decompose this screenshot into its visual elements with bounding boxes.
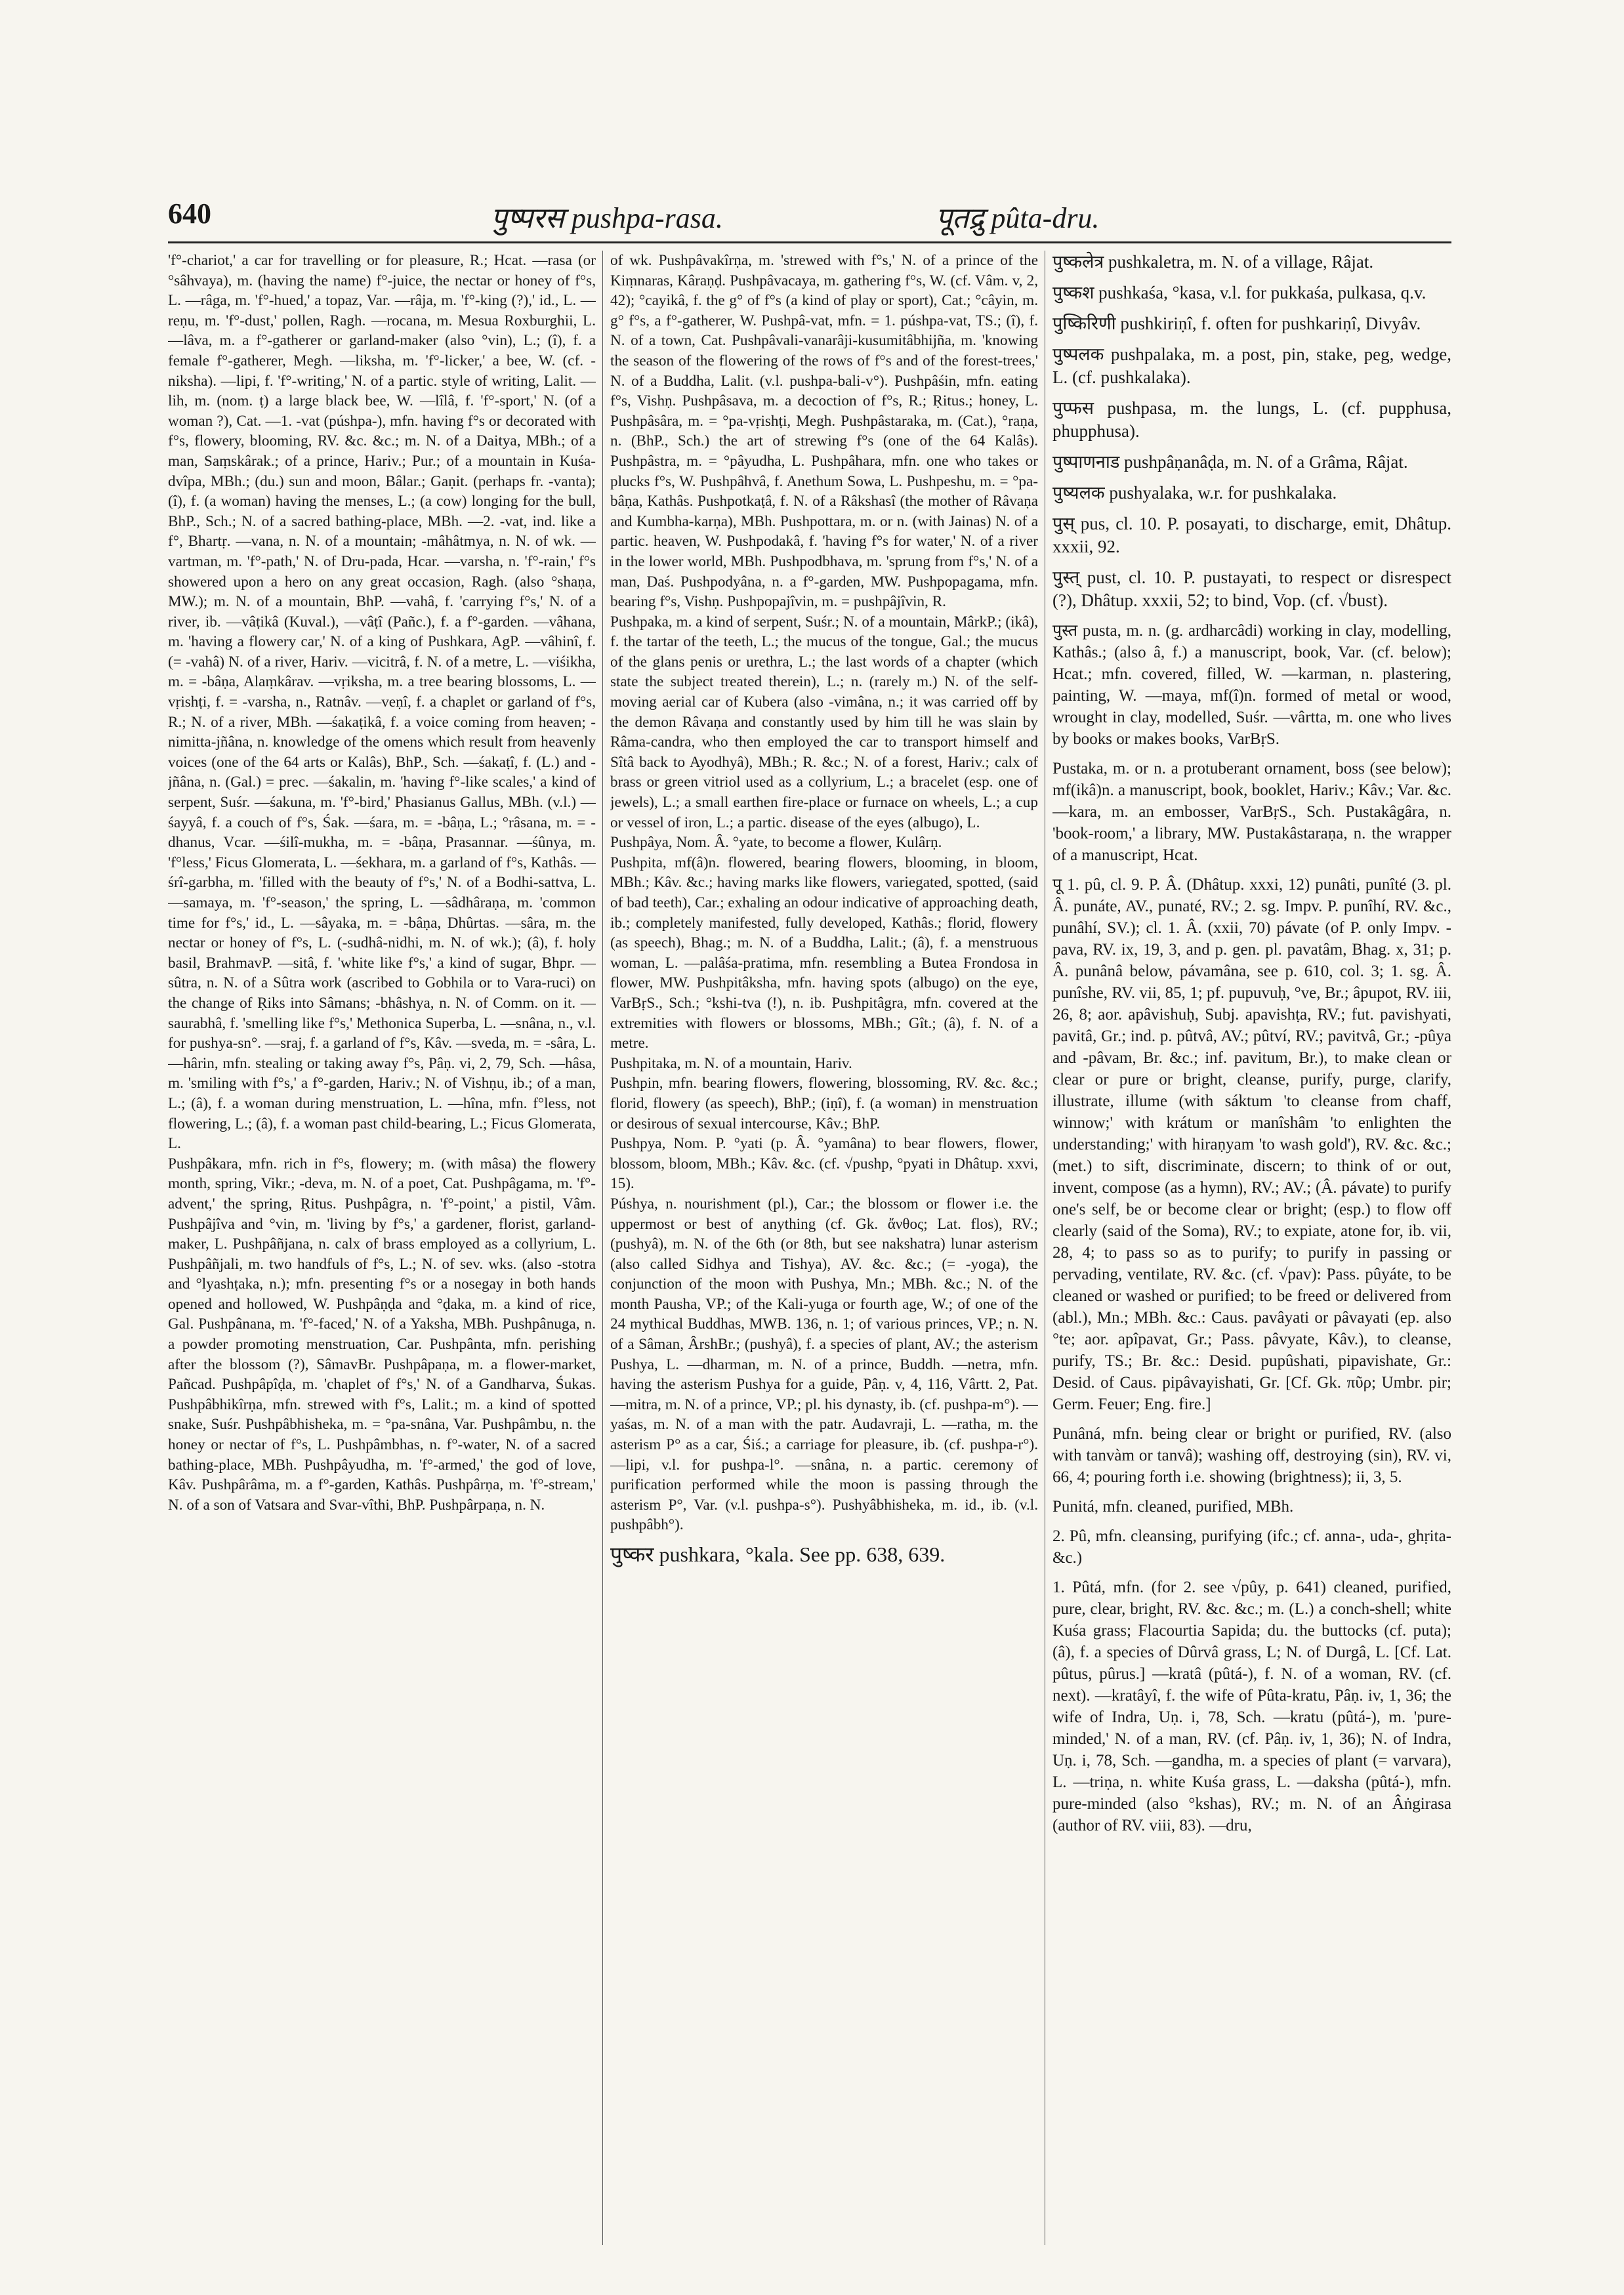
entry: Pushpya, Nom. P. °yati (p. Â. °yamâna) to bear flowers, flower, blossom, bloom, MBh.; Kâv. &c. (cf. √pushp, °pyati in Dhâtup. xxvi, 15). [610,1135,1038,1193]
entry: Púshya, n. nourishment (pl.), Car.; the blossom or flower i.e. the uppermost or best of anything (cf. Gk. ἄνθος; Lat. flos), RV.; (pushyâ), m. N. of the 6th (or 8th, but see nakshatra) lunar asterism (also called Sidhya and Tishya), AV. &c. &c.; (= -yoga), the conjunction of the moon with Pushya, Mn.; MBh. &c.; N. of the month Pausha, VP.; of the Kali-yuga or fourth age, W.; of one of the 24 mythical Buddhas, MWB. 136, n. 1; of various princes, VP.; n. N. of a Sâman, ÂrshBr.; (pushyâ), f. a species of plant, AV.; the asterism Pushya, L. —dharman, m. N. of a prince, Buddh. —netra, mfn. having the asterism Pushya for a guide, Pâṇ. v, 4, 116, Vârtt. 2, Pat. —mitra, m. N. of a prince, VP.; pl. his dynasty, ib. (cf. pushpa-m°). —yaśas, m. N. of a man with the patr. Audavraji, L. —ratha, m. the asterism P° as a car, Śiś.; a carriage for pleasure, ib. (cf. pushpa-r°). —lipi, v.l. for pushpa-l°. —snâna, n. a partic. ceremony of purification performed while the moon is passing through the asterism P°, Var. (v.l. pushpa-s°). Pushyâbhisheka, m. id., ib. (v.l. pushpâbh°). [610,1195,1038,1534]
entry: 1. Pûtá, mfn. (for 2. see √pûy, p. 641) cleaned, purified, pure, clear, bright, RV. &c. &c.; m. (L.) a conch-shell; white Kuśa grass; Flacourtia Sapida; du. the buttocks (cf. puta); (â), f. a species of Dûrvâ grass, L; N. of Durgâ, L. [Cf. Lat. pûtus, pûrus.] —kratâ (pûtá-), f. N. of a woman, RV. (cf. next). —kratâyî, f. the wife of Pûta-kratu, Pâṇ. iv, 1, 36; the wife of Indra, Uṇ. i, 78, Sch. —kratu (pûtá-), m. 'pure-minded,' N. of a man, RV. (cf. Pâṇ. iv, 1, 36); N. of Indra, Uṇ. i, 78, Sch. —gandha, m. a species of plant (= varvara), L. —triṇa, n. white Kuśa grass, L. —daksha (pûtá-), mfn. pure-minded (also °kshas), RV.; m. N. of an Âṅgirasa (author of RV. viii, 83). —dru, [1052,1579,1451,1834]
column-2 [610,251,1038,2245]
entry: पुस्त pusta, m. n. (g. ardharcâdi) working in clay, modelling, Kathâs.; (also â, f.) a manuscript, book, Var. (cf. below); Hcat.; mfn. covered, filled, W. —karman, n. plastering, painting, W. —maya, mf(î)n. formed of metal or wood, wrought in clay, modelled, Suśr. —vârtta, m. one who lives by books or makes books, VarBṛS. [1052,622,1451,748]
entry: पुस् pus, cl. 10. P. posayati, to discharge, emit, Dhâtup. xxxii, 92. [1052,514,1451,556]
entry: Punitá, mfn. cleaned, purified, MBh. [1052,1498,1294,1516]
entry: Punâná, mfn. being clear or bright or purified, RV. (also with tanvàm or tanvâ); washing off, destroying (sin), RV. vi, 66, 4; pouring forth i.e. showing (brightness); ii, 3, 5. [1052,1425,1451,1486]
entry: Pushpâya, Nom. Â. °yate, to become a flower, Kulârṇ. [610,834,942,852]
entry: Pushpin, mfn. bearing flowers, flowering, blossoming, RV. &c. &c.; florid, flowery (as speech), BhP.; (iṇî), f. (a woman) in menstruation or desirous of sexual intercourse, Kâv.; BhP. [610,1075,1038,1132]
right-guide-word: पूतद्रु pûta-dru. [936,202,1100,234]
entry: पुप्फस pushpasa, m. the lungs, L. (cf. pupphusa, phupphusa). [1052,398,1451,441]
entry: Pustaka, m. or n. a protuberant ornament, boss (see below); mf(ikâ)n. a manuscript, book, booklet, Hariv.; Kâv.; Var. &c. —kara, m. an embosser, VarBṛS., Sch. Pustakâgâra, n. 'book-room,' a library, MW. Pustakâstaraṇa, n. the wrapper of a manuscript, Hcat. [1052,760,1451,864]
entry: पुष्कश pushkaśa, °kasa, v.l. for pukkaśa, pulkasa, q.v. [1052,283,1426,302]
entry: Pushpitaka, m. N. of a mountain, Hariv. [610,1054,852,1072]
column-3 [1052,251,1451,2245]
left-guide-word: पुष्परस pushpa-rasa. [491,202,723,234]
entry: पुस्त् pust, cl. 10. P. pustayati, to respect or disrespect (?), Dhâtup. xxxii, 52; to bind, Vop. (cf. √bust). [1052,568,1451,610]
entry: of wk. Pushpâvakîrṇa, m. 'strewed with f°s,' N. of a prince of the Kiṃnaras, Kâraṇḍ. Pushpâvacaya, m. gathering f°s, W. (cf. Vâm. v, 2, 42); °cayikâ, f. the g° of f°s (a kind of play or sport), Cat.; °câyin, m. g° f°s, a f°-gatherer, W. Pushpâ-vat, mfn. = 1. púshpa-vat, TS.; (î), f. N. of a town, Cat. Pushpâvali-vanarâji-kusumitâbhijña, m. 'knowing the season of the flowering of the rows of f°s and of the forest-trees,' N. of a Buddha, Lalit. (v.l. pushpa-bali-v°). Pushpâśin, mfn. eating f°s, Vishṇ. Pushpâsava, m. a decoction of f°s, R.; Ṛitus.; honey, L. Pushpâsâra, m. = °pa-vṛishṭi, Megh. Pushpâstaraka, m. (Cat.), °raṇa, n. (BhP., Sch.) the art of strewing f°s (one of the 64 Kalâs). Pushpâstra, m. = °pâyudha, L. Pushpâhara, mfn. one who takes or plucks f°s, W. Pushpâhvâ, f. Anethum Sowa, L. Pushpeshu, m. = °pa-bâṇa, Kathâs. Pushpotkaṭâ, f. N. of a Râkshasî (the mother of Râvaṇa and Kumbha-karṇa), MBh. Pushpottara, m. or n. (with Jainas) N. of a partic. heaven, W. Pushpodakâ, f. 'having f°s for water,' N. of a river in the lower world, MBh. Pushpodbhava, m. 'sprung from f°s,' N. of a man, Daś. Pushpodyâna, n. a f°-garden, MW. Pushpopagama, mfn. bearing f°s, Vishṇ. Pushpopajîvin, m. = pushpâjîvin, R. [610,252,1038,611]
page-header [168,197,1451,236]
column-divider [602,251,603,2245]
entry: पुष्कलेत्र pushkaletra, m. N. of a village, Râjat. [1052,252,1374,272]
page-number: 640 [168,197,211,230]
entry: Pushpâkara, mfn. rich in f°s, flowery; m. (with mâsa) the flowery month, spring, Vikr.; -deva, m. N. of a poet, Cat. Pushpâgama, m. 'f°-advent,' the spring, Ṛitus. Pushpâgra, n. 'f°-point,' a pistil, Vâm. Pushpâjîva and °vin, m. 'living by f°s,' a gardener, florist, garland-maker, L. Pushpâñjana, n. calx of brass employed as a collyrium, L. Pushpâñjali, m. two handfuls of f°s, L.; N. of sev. wks. (also -stotra and °lyashṭaka, n.); mfn. presenting f°s or a nosegay in both hands opened and hollowed, W. Pushpâṇḍa and °ḍaka, m. a kind of rice, Gal. Pushpânana, m. 'f°-faced,' N. of a Yaksha, MBh. Pushpânuga, n. a powder promoting menstruation, Car. Pushpânta, mfn. perishing after the blossom (?), SâmavBr. Pushpâpaṇa, m. a flower-market, Pañcad. Pushpâpîḍa, m. 'chaplet of f°s,' N. of a Gandharva, Śukas. Pushpâbhikîrṇa, mfn. strewed with f°s, Lalit.; m. a kind of spotted snake, Suśr. Pushpâbhisheka, m. = °pa-snâna, Var. Pushpâmbu, n. the honey or nectar of f°s, L. Pushpâmbhas, n. f°-water, N. of a sacred bathing-place, MBh. Pushpâyudha, m. 'f°-armed,' the god of love, Kâv. Pushpârâma, m. a f°-garden, Kathâs. Pushpârṇa, m. 'f°-stream,' N. of a son of Vatsara and Svar-vîthi, BhP. Pushpârpaṇa, n. N. [168,1155,596,1514]
cross-reference-entry: पुष्कर pushkara, °kala. See pp. 638, 639. [610,1542,946,1566]
entry: पुष्किरिणी pushkiriṇî, f. often for pushkariṇî, Divyâv. [1052,314,1421,333]
entry: पुष्यलक pushyalaka, w.r. for pushkalaka. [1052,483,1337,503]
entry: Pushpaka, m. a kind of serpent, Suśr.; N. of a mountain, MârkP.; (ikâ), f. the tartar of the teeth, L.; the mucus of the tongue, Gal.; the mucus of the glans penis or urethra, L.; the last words of a chapter (which state the subject treated therein), L.; n. (rarely m.) N. of the self-moving aerial car of Kubera (also -vimâna, n.; it was carried off by the demon Râvaṇa and constantly used by him till he was slain by Râma-candra, who then employed the car to transport himself and Sîtâ back to Ayodhyâ), MBh.; R. &c.; N. of a forest, Hariv.; calx of brass or green vitriol used as a collyrium, L.; a bracelet (esp. one of jewels), L.; a small earthen fire-place or furnace on wheels, L.; a cup or vessel of iron, L.; a partic. disease of the eyes (albugo), L. [610,613,1038,831]
entry: 'f°-chariot,' a car for travelling or for pleasure, R.; Hcat. —rasa (or °sâhvaya), m. (having the name) f°-juice, the nectar or honey of f°s, L. —râga, m. 'f°-hued,' a topaz, Var. —râja, m. 'f°-king (?),' id., L. —reṇu, m. 'f°-dust,' pollen, Ragh. —rocana, m. Mesua Roxburghii, L. —lâva, m. a f°-gatherer or garland-maker (also °vin), L.; (î), f. a female f°-gatherer, Megh. —liksha, m. 'f°-licker,' a bee, W. (cf. -niksha). —lipi, f. 'f°-writing,' N. of a partic. style of writing, Lalit. —lih, m. (nom. ṭ) a large black bee, W. —lîlâ, f. 'f°-sport,' N. (of a woman ?), Cat. —1. -vat (púshpa-), mfn. having f°s or decorated with f°s, flowery, blooming, RV. &c. &c.; m. N. of a Daitya, MBh.; of a man, Saṃskârak.; of a prince, Hariv.; Pur.; of a mountain in Kuśa-dvîpa, MBh.; (du.) sun and moon, Bâlar.; Gaṇit. (perhaps fr. -vanta); (î), f. (a woman) having the menses, L.; (a cow) longing for the bull, BhP., Sch.; N. of a sacred bathing-place, MBh. —2. -vat, ind. like a f°, Bhartṛ. —vana, n. N. of a mountain; -mâhâtmya, n. N. of wk. —vartman, m. 'f°-path,' N. of Dru-pada, Hcar. —varsha, n. 'f°-rain,' f°s showered upon a hero on any great occasion, Ragh. (also °shaṇa, MW.); m. N. of a mountain, BhP. —vahâ, f. 'carrying f°s,' N. of a river, ib. —vâṭikâ (Kuval.), —vâṭî (Pañc.), f. a f°-garden. —vâhana, m. 'having a flowery car,' N. of a king of Pushkara, AgP. —vâhinî, f. (= -vahâ) N. of a river, Hariv. —vicitrâ, f. N. of a metre, L. —viśikha, m. = -bâṇa, Alaṃkârav. —vṛiksha, m. a tree bearing blossoms, L. —vṛishṭi, f. = -varsha, n., Ratnâv. —veṇî, f. a chaplet or garland of f°s, R.; N. of a river, MBh. —śakaṭikâ, f. a voice coming from heaven; -nimitta-jñâna, n. knowledge of the omens which result from heavenly voices (one of the 64 arts or Kalâs), BhP., Sch. —śakaṭî, f. (L.) and -jñâna, n. (Gal.) = prec. —śakalin, m. 'having f°-like scales,' a kind of serpent, Suśr. —śakuna, m. 'f°-bird,' Phasianus Gallus, MBh. (v.l.) —śayyâ, f. a couch of f°s, Śak. —śara, m. = -bâṇa, L.; °râsana, m. = -dhanus, Vcar. —śilî-mukha, m. = -bâṇa, Prasannar. —śûnya, m. 'f°less,' Ficus Glomerata, L. —śekhara, m. a garland of f°s, Kathâs. —śrî-garbha, m. 'filled with the beauty of f°s,' N. of a Bodhi-sattva, L. —samaya, m. 'f°-season,' the spring, L. —sâdhâraṇa, m. 'common time for f°s,' id., L. —sâyaka, m. = -bâṇa, Dhûrtas. —sâra, m. the nectar or honey of f°s, L. (-sudhâ-nidhi, m. N. of wk.); (â), f. holy basil, BrahmavP. —sitâ, f. 'white like f°s,' a kind of sugar, Bhpr. —sûtra, n. N. of a Sûtra work (ascribed to Gobhila or to Vara-ruci) on the change of Ṛiks into Sâmans; -bhâshya, n. N. of Comm. on it. —saurabhâ, f. 'smelling like f°s,' Methonica Superba, L. —snâna, n., v.l. for pushya-sn°. —sraj, f. a garland of f°s, Kâv. —sveda, m. = -sâra, L. —hârin, mfn. stealing or taking away f°s, Pâṇ. vi, 2, 79, Sch. —hâsa, m. 'smiling with f°s,' a f°-garden, Hariv.; N. of Vishṇu, ib.; of a man, L.; (â), f. a woman during menstruation, L. —hîna, mfn. f°less, not flowering, L.; (â), f. a woman past child-bearing, L.; Ficus Glomerata, L. [168,252,596,1153]
entry: Pushpita, mf(â)n. flowered, bearing flowers, blooming, in bloom, MBh.; Kâv. &c.; having marks like flowers, variegated, spotted, (said of bad teeth), Car.; exhaling an odour indicative of approaching death, ib.; completely manifested, fully developed, Kathâs.; florid, flowery (as speech), Bhag.; m. N. of a Buddha, Lalit.; (â), f. a menstruous woman, L. —palâśa-pratima, mfn. resembling a Butea Frondosa in flower, MW. Pushpitâksha, mfn. having spots (albugo) on the eye, VarBṛS., Sch.; °kshi-tva (!), n. ib. Pushpitâgra, mfn. covered at the extremities with flowers or blossoms, MBh.; Gît.; (â), f. N. of a metre. [610,854,1038,1052]
header-rule [168,241,1451,243]
entry: 2. Pû, mfn. cleansing, purifying (ifc.; cf. anna-, uda-, ghṛita- &c.) [1052,1527,1451,1567]
entry: पुष्पलक pushpalaka, m. a post, pin, stake, peg, wedge, L. (cf. pushkalaka). [1052,344,1451,387]
entry: पू 1. pû, cl. 9. P. Â. (Dhâtup. xxxi, 12) punâti, punîté (3. pl. Â. punáte, AV., punaté, RV.; 2. sg. Impv. P. punîhí, RV. &c., punâhí, SV.); cl. 1. Â. (xxii, 70) pávate (of P. only Impv. -pava, RV. ix, 19, 3, and p. gen. pl. pavatâm, Bhag. x, 31; p. Â. punânâ below, pávamâna, see p. 610, col. 3; 1. sg. Â. punîshe, RV. vii, 85, 1; pf. pupuvuḥ, °ve, Br.; âpupot, RV. iii, 26, 8; aor. apâvishuḥ, Subj. apavishṭa, RV.; fut. pavishyati, pavitâ, Gr.; ind. p. pûtvâ, AV.; pûtví, RV.; pavitvâ, Gr.; -pûya and -pâvam, Br. &c.; inf. pavitum, Br.), to make clean or clear or pure or bright, cleanse, purify, purge, clarify, illustrate, illume (with sáktum 'to cleanse from chaff, winnow;' with krátum or manîshâm 'to enlighten the understanding;' with hiraṇyam 'to wash gold'), RV. &c. &c.; (met.) to sift, discriminate, discern; to think of or out, invent, compose (as a hymn), RV.; AV.; (Â. pávate) to purify one's self, be or become clear or bright; (esp.) to flow off clearly (said of the Soma), RV.; to expiate, atone for, ib. vii, 28, 4; to pass so as to purify; to purify in passing or pervading, ventilate, RV. &c. (cf. √pav): Pass. pûyáte, to be cleaned or washed or purified; to be freed or delivered from (abl.), Mn.; MBh. &c.: Caus. pavâyati or pâvayati (ep. also °te; aor. apîpavat, Gr.; Pass. pâvyate, Kâv.), to cleanse, purify, TS.; Br. &c.: Desid. pupûshati, pipavishate, Gr.: Desid. of Caus. pipâvayishati, Gr. [Cf. Gk. πῦρ; Umbr. pir; Germ. Feuer; Eng. fire.] [1052,876,1451,1413]
column-1 [168,251,596,2245]
entry: पुष्पाणनाड pushpâṇanâḍa, m. N. of a Grâma, Râjat. [1052,452,1408,472]
